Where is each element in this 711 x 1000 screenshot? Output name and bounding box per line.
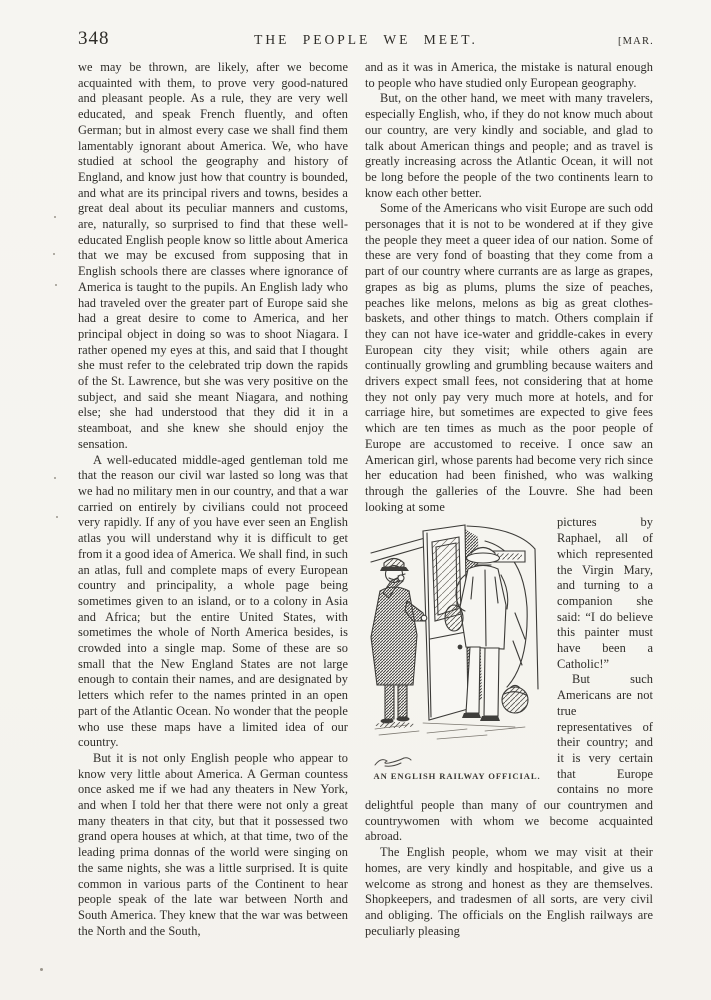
two-column-text [78,60,654,939]
railway-official-illustration [365,517,549,781]
scan-speck [53,253,55,255]
railway-official-engraving [365,517,549,749]
paragraph: The English people, whom we may visit at their homes, are very kindly and hospitable, and give us a welcome as strong and honest as they are themselves. Shopkeepers, and tradesmen of all sorts, are very civil and obliging. The officials on the English railways are peculiarly pleasing [365,845,653,938]
paragraph: pictures by Raphael, all of which represented the Virgin Mary, and turning to a companion she said: “I do believe this painter must have been a Catholic!” [557,515,653,671]
paragraph: A well-educated middle-aged gentleman told me that the reason our civil war lasted so long was that we had no military men in our country, and that a war carried on entirely by civilians could not proceed very rapidly. If any of you have ever seen an English atlas you will understand why it is difficult to get from it a good idea of America. We shall find, in such an atlas, full and complete maps of every European country and principality, a whole page being sometimes given to an island, or to a colony in Asia and Africa; but the entire United States, with sometimes the whole of North America besides, is crowded into a single map. Some of these are so small that the New England States are not large enough to contain their names, and are designated by letters which refer to the names printed in an open part of the Atlantic Ocean. No wonder that the people who use these maps have a limited idea of our country. [78,452,348,750]
ground-shading [375,722,525,739]
paragraph: we may be thrown, are likely, after we become acquainted with them, to prove very good-natured and pleasant people. As a rule, they are very well educated, and speak French fluently, and often German; but in almost every case we shall find them lamentably ignorant about America. We, who have studied at school the geography and history of England, and know just how that country is bounded, and what are its principal rivers and towns, besides a great deal about its peculiar manners and customs, are, naturally, so surprised to find that these well-educated English people know so little about America that we may be excused from supposing that in English schools there are classes where ignorance of America is taught to the pupils. An English lady who had traveled over the greater part of Europe said she had a great desire to come to America, and her principal object in doing so was to shoot Niagara. I rather opened my eyes at this, and said that I thought she must refer to the celebrated trip down the rapids of the St. Lawrence, but she was very positive on the subject, and said she meant Niagara, and nothing else; she had understood that they did it in a steamboat, and she knew she should enjoy the sensation. [78,60,348,451]
running-header [78,28,654,50]
travel-bag [502,686,528,714]
scan-speck [56,516,58,518]
paragraph: But such Americans are not true representatives of their country; and it is very certain that Europe contains no more delightful people than many of our countrymen and countrywomen with whom we become acquainted abroad. [365,672,653,844]
paragraph: But it is not only English people who appear to know very little about America. A German countess once asked me if we had any theaters in New York, and when I told her that there were not only a great many theaters in that city, but that it possessed two grand opera houses at which, at that time, two of the leading prima donnas of the world were singing on the same nights, she was a little surprised. It is quite common in various parts of the Continent to hear people speak of the late war between North and South America. They knew that the war was between the North and the South, [78,750,348,938]
scan-speck [54,216,56,218]
page-number: 348 [78,28,110,49]
left-column [78,60,348,939]
page-title: THE PEOPLE WE MEET. [254,32,478,47]
right-column [365,60,653,939]
scan-speck [55,284,57,286]
scan-speck [54,477,56,479]
paragraph: But, on the other hand, we meet with many travelers, especially English, who, if they do not know much about our country, are very kindly and sociable, and glad to talk about American things and people; and as travel is greatly increasing across the Atlantic Ocean, it will not be long before the people of the two continents learn to know each other better. [365,91,653,200]
paragraph: Some of the Americans who visit Europe are such odd personages that it is not to be wondered at if they give the people they meet a queer idea of our nation. Some of these are very fond of boasting that they come from a part of our country where currants are as large as grapes, grapes as big as plums, plums the size of peaches, peaches like melons, melons as big as great clothes-baskets, and other things to match. Others complain if they can not have ice-water and griddle-cakes in every European city they visit; while others again are continually growling and grumbling because waiters and drivers expect small fees, not considering that at home they not only pay very much more at hotels, and for carriage hire, but sometimes are expected to give fees which are ten times as much as the poor people of Europe are accustomed to receive. I once saw an American girl, whose parents had become very rich since her education had been finished, who was walking through the galleries of the Louvre. She had been looking at some [365,201,653,514]
issue-label: [MAR. [617,36,654,47]
illustration-caption: AN ENGLISH RAILWAY OFFICIAL. [373,771,541,782]
scan-speck [40,968,43,971]
artist-signature-icon [373,755,413,769]
paragraph: and as it was in America, the mistake is natural enough to people who have studied only European geography. [365,60,653,90]
railway-official-figure [371,559,427,724]
